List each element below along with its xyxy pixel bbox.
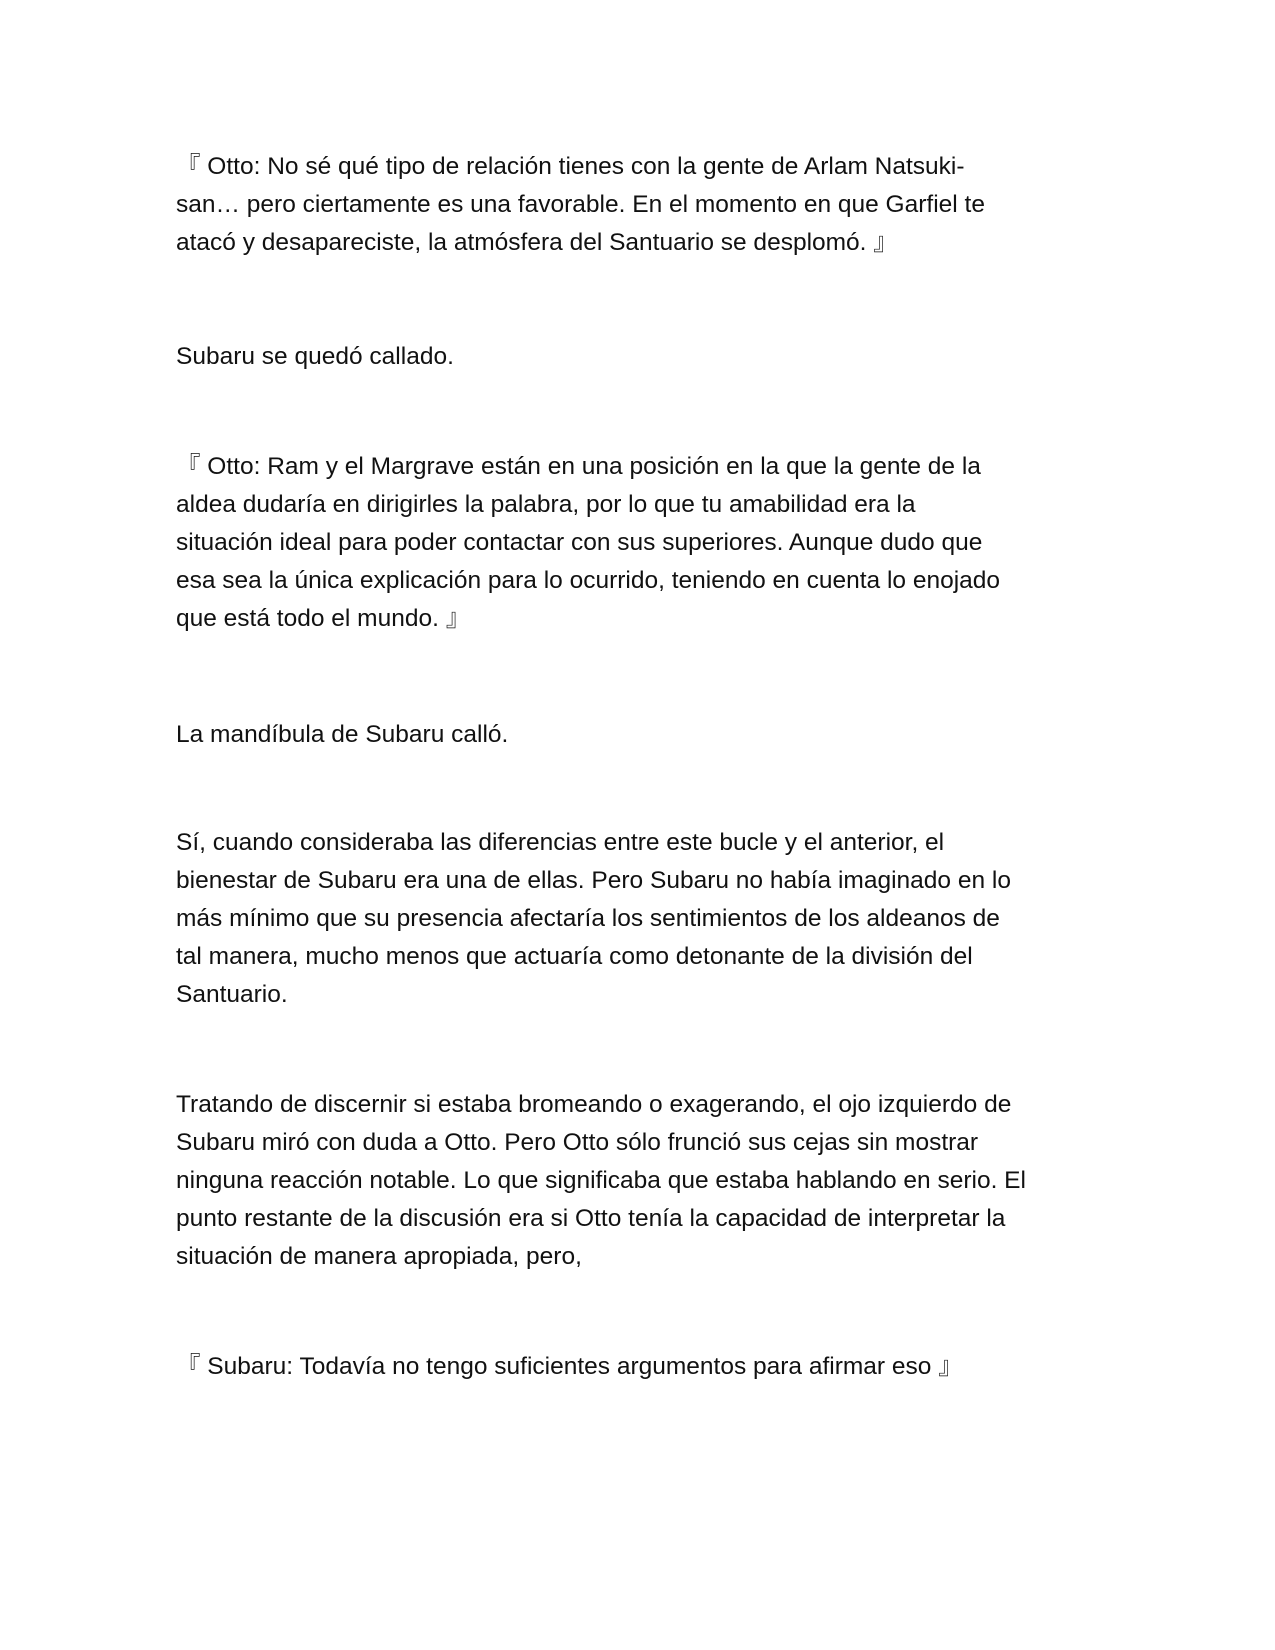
text-line: que está todo el mundo. 』 (176, 605, 471, 632)
text-line: Subaru miró con duda a Otto. Pero Otto sólo frunció sus cejas sin mostrar (176, 1129, 979, 1156)
text-line: punto restante de la discusión era si Otto tenía la capacidad de interpretar la (176, 1205, 1006, 1232)
text-line: más mínimo que su presencia afectaría los sentimientos de los aldeanos de (176, 905, 1000, 932)
paragraph-narration-1 (176, 338, 454, 376)
text-line: situación de manera apropiada, pero, (176, 1243, 582, 1270)
text-line: 『 Otto: Ram y el Margrave están en una posición en la que la gente de la (176, 453, 981, 480)
text-line: Tratando de discernir si estaba bromeando o exagerando, el ojo izquierdo de (176, 1091, 1012, 1118)
text-line: aldea dudaría en dirigirles la palabra, por lo que tu amabilidad era la (176, 491, 916, 518)
text-line: Sí, cuando consideraba las diferencias entre este bucle y el anterior, el (176, 829, 945, 856)
text-line: san… pero ciertamente es una favorable. En el momento en que Garfiel te (176, 191, 985, 218)
text-line: Santuario. (176, 981, 288, 1008)
paragraph-subaru-dialogue (176, 1348, 963, 1386)
paragraph-narration-3 (176, 824, 1011, 1014)
paragraph-otto-dialogue-1 (176, 148, 985, 262)
paragraph-otto-dialogue-2 (176, 448, 1000, 638)
text-line: ninguna reacción notable. Lo que significaba que estaba hablando en serio. El (176, 1167, 1026, 1194)
paragraph-narration-2 (176, 716, 508, 754)
text-line: Subaru se quedó callado. (176, 343, 454, 370)
paragraph-narration-4 (176, 1086, 1026, 1276)
text-line: 『 Subaru: Todavía no tengo suficientes argumentos para afirmar eso 』 (176, 1353, 963, 1380)
text-line: tal manera, mucho menos que actuaría como detonante de la división del (176, 943, 973, 970)
text-line: esa sea la única explicación para lo ocurrido, teniendo en cuenta lo enojado (176, 567, 1001, 594)
text-line: bienestar de Subaru era una de ellas. Pero Subaru no había imaginado en lo (176, 867, 1011, 894)
text-line: 『 Otto: No sé qué tipo de relación tienes con la gente de Arlam Natsuki- (176, 153, 965, 180)
text-line: situación ideal para poder contactar con sus superiores. Aunque dudo que (176, 529, 983, 556)
text-line: La mandíbula de Subaru calló. (176, 721, 509, 748)
text-line: atacó y desapareciste, la atmósfera del Santuario se desplomó. 』 (176, 229, 898, 256)
